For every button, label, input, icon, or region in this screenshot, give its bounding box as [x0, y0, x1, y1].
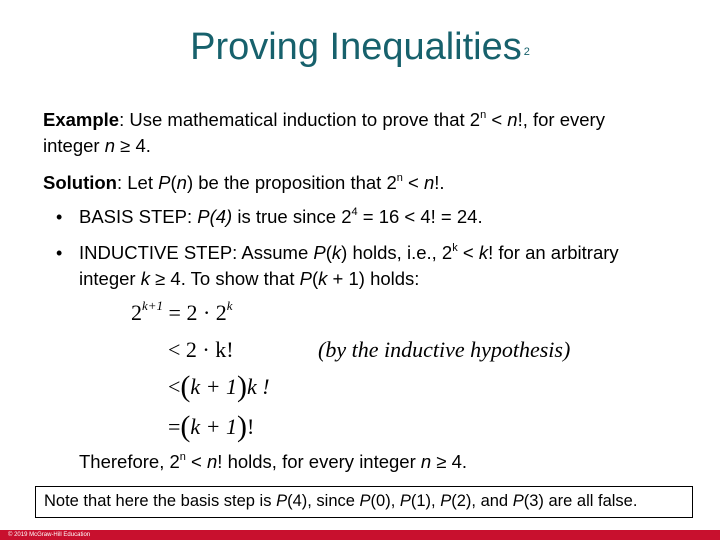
note-text: Note that here the basis step is P(4), since P(0), P(1), P(2), and P(3) are all false.	[44, 492, 638, 510]
derivation-row-2: < 2 · k!	[168, 337, 234, 362]
derivation-row-1: $2^{k+1} = 2 \cdot 2^k$	[131, 298, 233, 325]
basis-bullet: •	[56, 207, 63, 227]
therefore-line: Therefore, $2^n < n$! holds, for every integer n ≥ 4.	[79, 451, 468, 472]
derivation-row-2-note: (by the inductive hypothesis)	[318, 337, 571, 362]
example-line-1: Example: Use mathematical induction to prove that $2^n < n$!, for every	[43, 109, 605, 130]
inductive-bullet: •	[56, 243, 63, 263]
solution-label: Solution	[43, 172, 117, 193]
footer-bar	[0, 530, 720, 540]
example-line-2: integer n ≥ 4.	[43, 135, 151, 156]
copyright-text: © 2019 McGraw-Hill Education	[8, 532, 91, 538]
inductive-step-line-1: INDUCTIVE STEP: Assume P(k) holds, i.e., $2^k < k$! for an arbitrary	[79, 242, 619, 263]
basis-step: BASIS STEP: P(4) is true since $2^4 = 16 < 4$! = 24.	[79, 206, 483, 227]
solution-line: Solution: Let P(n) be the proposition that $2^n < n$!.	[43, 172, 445, 193]
inductive-step-line-2: integer k ≥ 4. To show that P(k + 1) holds:	[79, 268, 420, 289]
example-label: Example	[43, 109, 120, 130]
page-title: Proving Inequalities $_2$	[190, 26, 530, 68]
title-subscript: 2	[523, 46, 530, 58]
derivation-row-4: =(k + 1)!	[168, 410, 255, 443]
derivation-row-3: <(k + 1)k !	[168, 370, 270, 403]
